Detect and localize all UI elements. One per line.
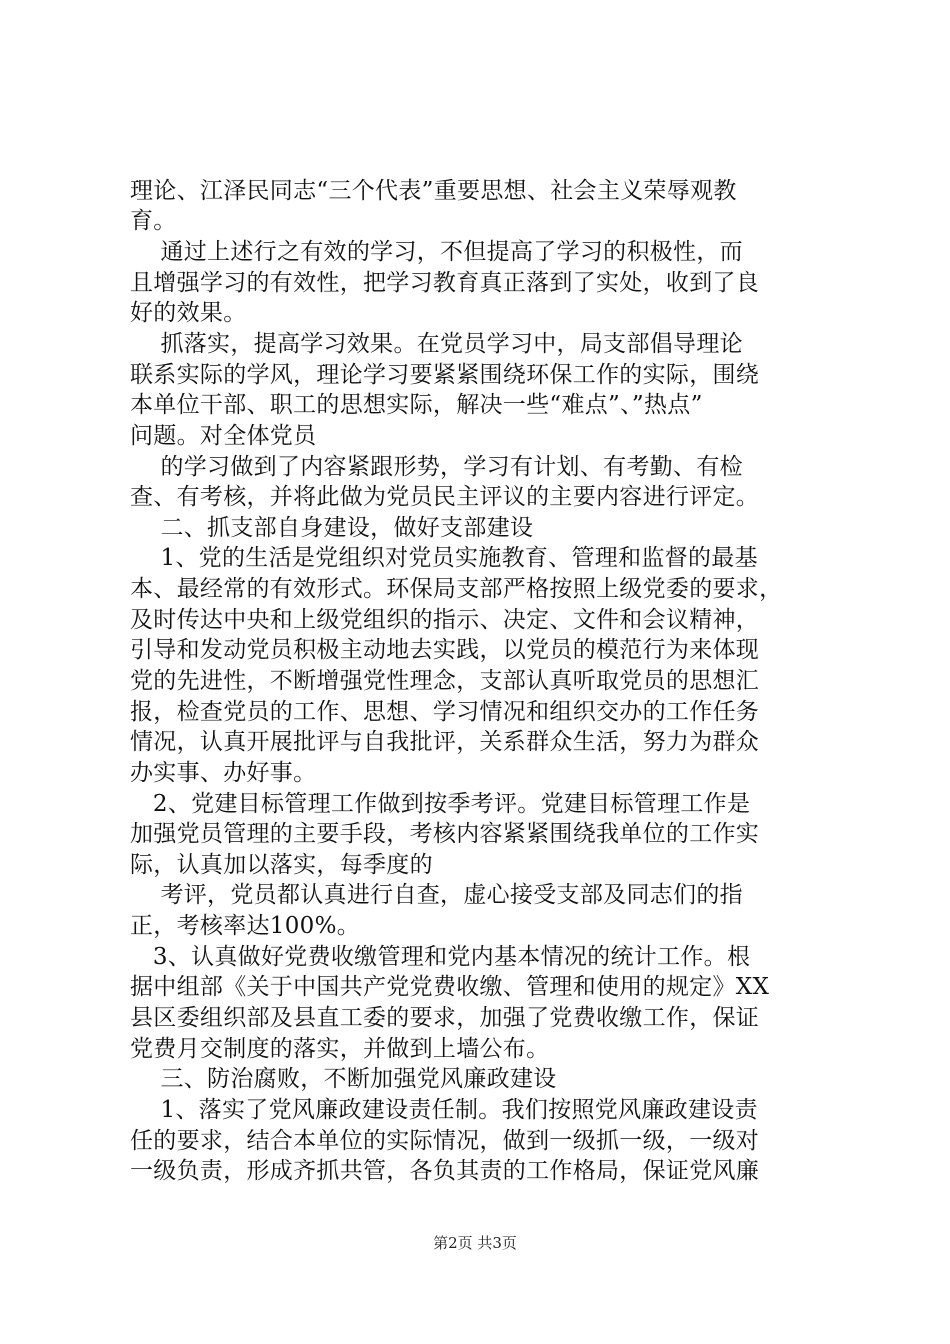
text-line: 本、最经常的有效形式。环保局支部严格按照上级党委的要求， [130, 576, 783, 602]
text-line: 查、有考核，并将此做为党员民主评议的主要内容进行评定。 [130, 484, 760, 510]
text-line: 育。 [130, 208, 177, 234]
text-line: 1、落实了党风廉政建设责任制。我们按照党风廉政建设责 [130, 1097, 758, 1123]
section-heading: 三、防治腐败，不断加强党风廉政建设 [130, 1066, 557, 1092]
text-line: 办实事、办好事。 [130, 760, 317, 786]
page-number-footer: 第2页 共3页 [433, 1234, 517, 1252]
text-line: 且增强学习的有效性，把学习教育真正落到了实处，收到了良 [130, 270, 760, 296]
text-line: 县区委组织部及县直工委的要求，加强了党费收缴工作，保证 [130, 1005, 760, 1031]
text-line: 及时传达中央和上级党组织的指示、决定、文件和会议精神， [130, 607, 760, 633]
text-line: 的学习做到了内容紧跟形势，学习有计划、有考勤、有检 [130, 454, 743, 480]
text-line: 党费月交制度的落实，并做到上墙公布。 [130, 1036, 550, 1062]
text-line: 抓落实，提高学习效果。在党员学习中，局支部倡导理论 [130, 331, 743, 357]
text-line: 任的要求，结合本单位的实际情况，做到一级抓一级，一级对 [130, 1128, 760, 1154]
text-line: 加强党员管理的主要手段，考核内容紧紧围绕我单位的工作实 [130, 821, 760, 847]
text-line: 据中组部《关于中国共产党党费收缴、管理和使用的规定》XX [130, 974, 770, 1000]
text-line: 联系实际的学风，理论学习要紧紧围绕环保工作的实际，围绕 [130, 362, 760, 388]
text-line: 报，检查党员的工作、思想、学习情况和组织交办的工作任务 [130, 699, 760, 725]
text-line: 通过上述行之有效的学习，不但提高了学习的积极性，而 [130, 239, 743, 265]
text-line: 问题。对全体党员 [130, 423, 317, 449]
text-line: 引导和发动党员积极主动地去实践，以党员的模范行为来体现 [130, 637, 760, 663]
section-heading: 二、抓支部自身建设，做好支部建设 [130, 515, 534, 541]
text-line: 考评，党员都认真进行自查，虚心接受支部及同志们的指 [130, 882, 743, 908]
text-line: 理论、江泽民同志“三个代表”重要思想、社会主义荣辱观教 [130, 178, 737, 204]
text-line: 正，考核率达100%。 [130, 913, 361, 939]
text-line: 本单位干部、职工的思想实际，解决一些“难点”、”热点” [130, 392, 703, 418]
text-line: 党的先进性，不断增强党性理念，支部认真听取党员的思想汇 [130, 668, 760, 694]
text-line: 1、党的生活是党组织对党员实施教育、管理和监督的最基 [130, 545, 758, 571]
text-line: 一级负责，形成齐抓共管，各负其责的工作格局，保证党风廉 [130, 1158, 760, 1184]
text-line: 2、党建目标管理工作做到按季考评。党建目标管理工作是 [130, 791, 751, 817]
text-line: 好的效果。 [130, 300, 247, 326]
text-line: 3、认真做好党费收缴管理和党内基本情况的统计工作。根 [130, 944, 751, 970]
text-line: 际，认真加以落实，每季度的 [130, 852, 433, 878]
text-line: 情况，认真开展批评与自我批评，关系群众生活，努力为群众 [130, 729, 760, 755]
